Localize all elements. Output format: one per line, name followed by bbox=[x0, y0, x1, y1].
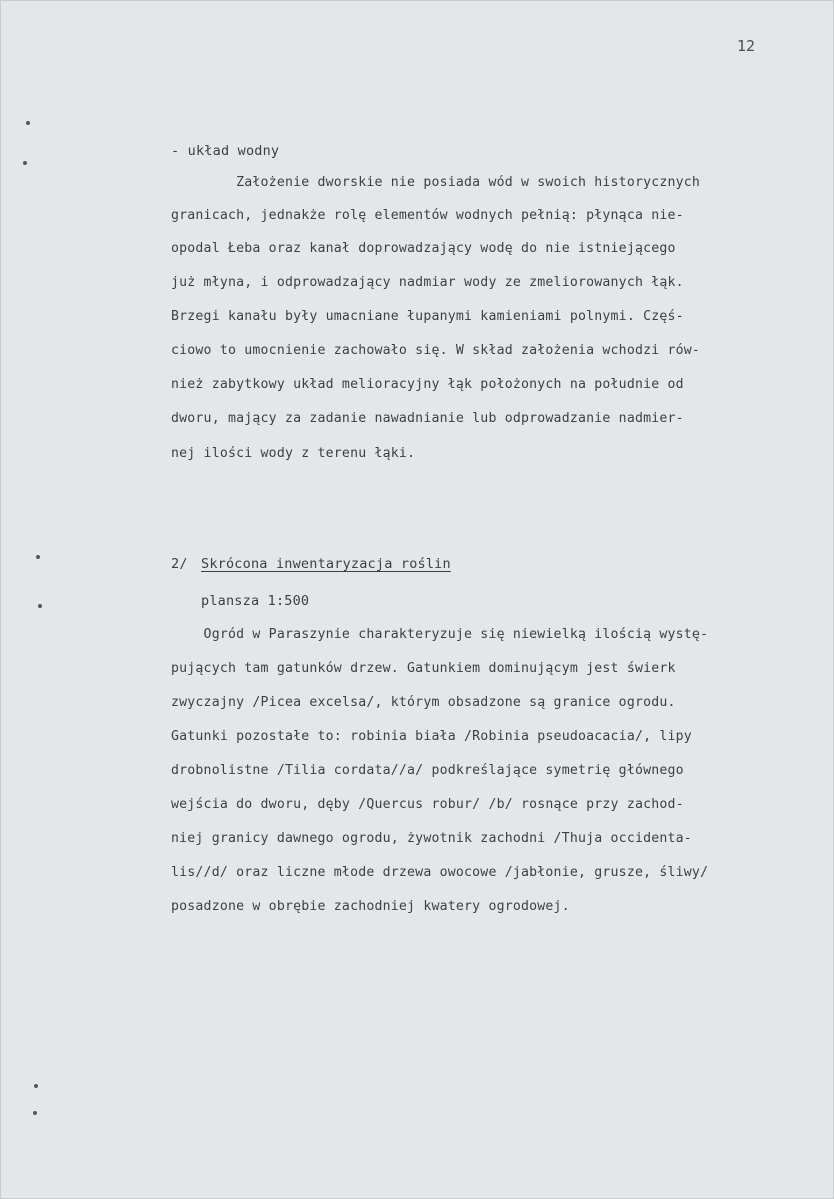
paragraph-line: granicach, jednakże rolę elementów wodnych pełnią: płynąca nie- bbox=[171, 208, 684, 223]
paragraph-line: ciowo to umocnienie zachowało się. W skład założenia wchodzi rów- bbox=[171, 343, 701, 358]
margin-mark bbox=[26, 121, 30, 125]
paragraph-line: wejścia do dworu, dęby /Quercus robur/ /b/ rosnące przy zachod- bbox=[171, 797, 684, 812]
paragraph-line: Brzegi kanału były umacniane łupanymi kamieniami polnymi. Częś- bbox=[171, 309, 684, 324]
paragraph-line: posadzone w obrębie zachodniej kwatery ogrodowej. bbox=[171, 899, 570, 914]
paragraph-line: lis//d/ oraz liczne młode drzewa owocowe /jabłonie, grusze, śliwy/ bbox=[171, 865, 709, 880]
paragraph-line: Gatunki pozostałe to: robinia biała /Robinia pseudoacacia/, lipy bbox=[171, 729, 692, 744]
paragraph-line: drobnolistne /Tilia cordata//a/ podkreślające symetrię głównego bbox=[171, 763, 684, 778]
section-heading-plant-inventory: Skrócona inwentaryzacja roślin bbox=[201, 556, 451, 572]
margin-mark bbox=[38, 604, 42, 608]
paragraph-line: dworu, mający za zadanie nawadnianie lub odprowadzanie nadmier- bbox=[171, 411, 684, 426]
section-heading-water-system: - układ wodny bbox=[171, 143, 280, 159]
margin-mark bbox=[34, 1084, 38, 1088]
paragraph-line: zwyczajny /Picea excelsa/, którym obsadzone są granice ogrodu. bbox=[171, 695, 676, 710]
paragraph-line: Założenie dworskie nie posiada wód w swoich historycznych bbox=[171, 175, 701, 190]
section-subheading-plan-scale: plansza 1:500 bbox=[201, 593, 310, 609]
paragraph-line: już młyna, i odprowadzający nadmiar wody ze zmeliorowanych łąk. bbox=[171, 275, 684, 290]
paragraph-line: nież zabytkowy układ melioracyjny łąk położonych na południe od bbox=[171, 377, 684, 392]
section-number: 2/ bbox=[171, 556, 188, 572]
paragraph-line: niej granicy dawnego ogrodu, żywotnik zachodni /Thuja occidenta- bbox=[171, 831, 692, 846]
margin-mark bbox=[33, 1111, 37, 1115]
paragraph-line: pujących tam gatunków drzew. Gatunkiem dominującym jest świerk bbox=[171, 661, 676, 676]
page-number: 12 bbox=[737, 37, 756, 55]
paragraph-line: Ogród w Paraszynie charakteryzuje się niewielką ilością wystę- bbox=[171, 627, 709, 642]
margin-mark bbox=[23, 161, 27, 165]
paragraph-line: opodal Łeba oraz kanał doprowadzający wodę do nie istniejącego bbox=[171, 241, 676, 256]
margin-mark bbox=[36, 555, 40, 559]
paragraph-line: nej ilości wody z terenu łąki. bbox=[171, 446, 416, 461]
